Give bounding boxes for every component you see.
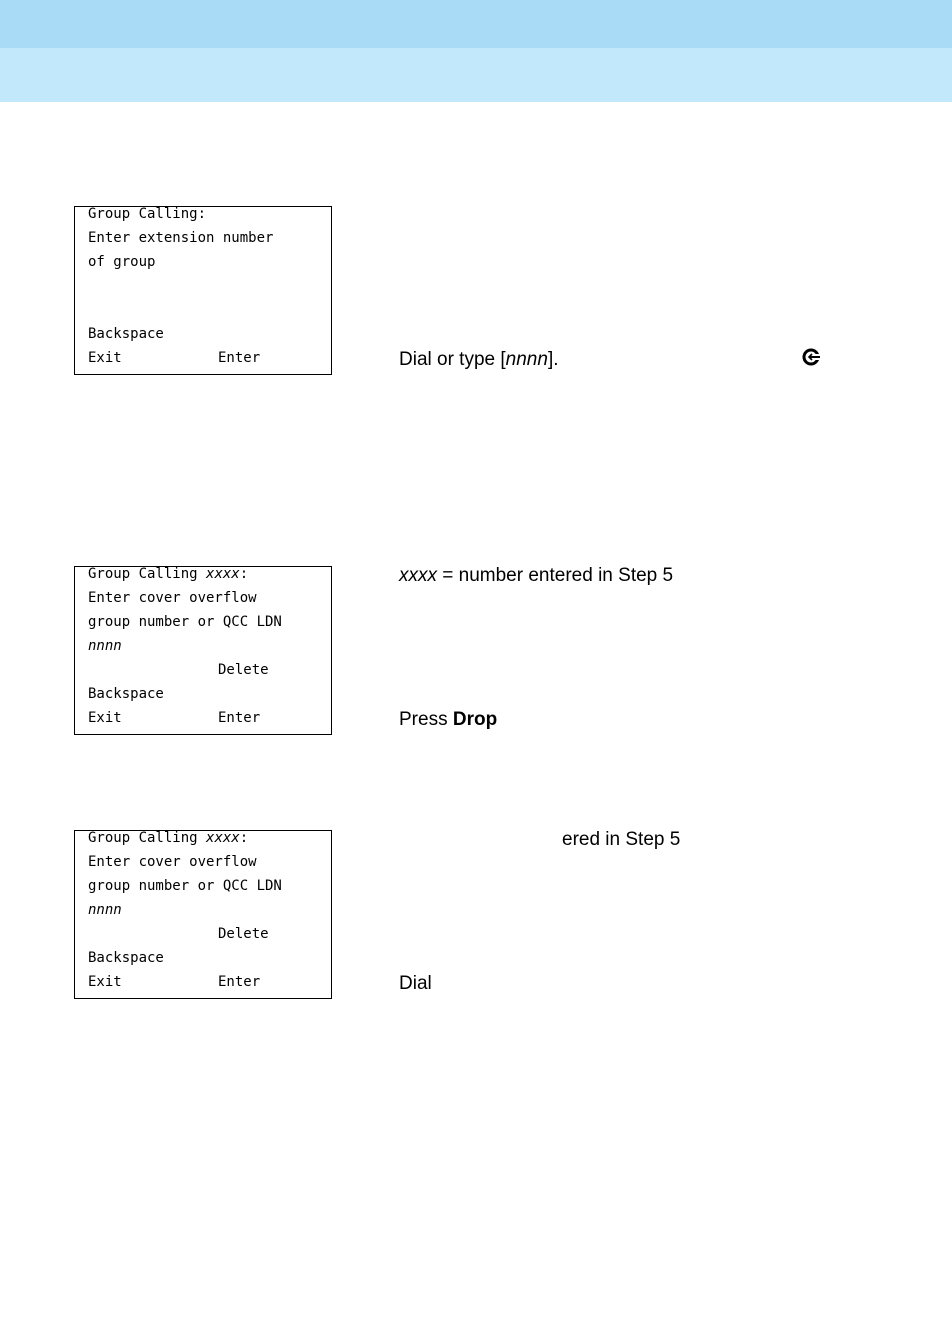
backspace-softkey[interactable]: Backspace: [88, 950, 164, 966]
instruction-variable-definition: xxxx = number entered in Step 5: [399, 565, 674, 586]
delete-softkey[interactable]: Delete: [218, 926, 269, 942]
enter-return-icon: [801, 347, 821, 367]
display-screen-3: [74, 830, 332, 999]
screen-title: Group Calling xxxx:: [88, 830, 249, 846]
exit-softkey[interactable]: Exit: [88, 350, 122, 366]
enter-softkey[interactable]: Enter: [218, 350, 261, 366]
screen-prompt-line: Enter extension number: [88, 230, 274, 246]
delete-softkey[interactable]: Delete: [218, 662, 269, 678]
backspace-softkey[interactable]: Backspace: [88, 686, 164, 702]
screen-title: Group Calling xxxx:: [88, 566, 249, 582]
display-screen-1: [74, 206, 332, 375]
instruction-dial: Dial or type [nnnn].: [399, 349, 559, 370]
screen-title: Group Calling:: [88, 206, 207, 222]
screen-prompt-line: group number or QCC LDN: [88, 614, 282, 630]
display-screen-2: [74, 566, 332, 735]
header-band-top: [0, 0, 952, 48]
exit-softkey[interactable]: Exit: [88, 710, 122, 726]
instruction-press-drop: Press Drop: [399, 709, 498, 730]
screen-entry-value: nnnn: [88, 638, 122, 654]
screen-title-variable: xxxx: [206, 566, 240, 582]
exit-softkey[interactable]: Exit: [88, 974, 122, 990]
screen-prompt-line: group number or QCC LDN: [88, 878, 282, 894]
screen-prompt-line: of group: [88, 254, 156, 270]
header-band-bottom: [0, 48, 952, 102]
screen-prompt-line: Enter cover overflow: [88, 854, 257, 870]
enter-softkey[interactable]: Enter: [218, 710, 261, 726]
screen-prompt-line: Enter cover overflow: [88, 590, 257, 606]
backspace-softkey[interactable]: Backspace: [88, 326, 164, 342]
screen-title-variable: xxxx: [206, 830, 240, 846]
instruction-partial: ered in Step 5: [562, 829, 681, 850]
drop-key-label: Drop: [452, 709, 498, 730]
enter-softkey[interactable]: Enter: [218, 974, 261, 990]
instruction-dial-only: Dial: [399, 973, 432, 994]
screen-entry-value: nnnn: [88, 902, 122, 918]
